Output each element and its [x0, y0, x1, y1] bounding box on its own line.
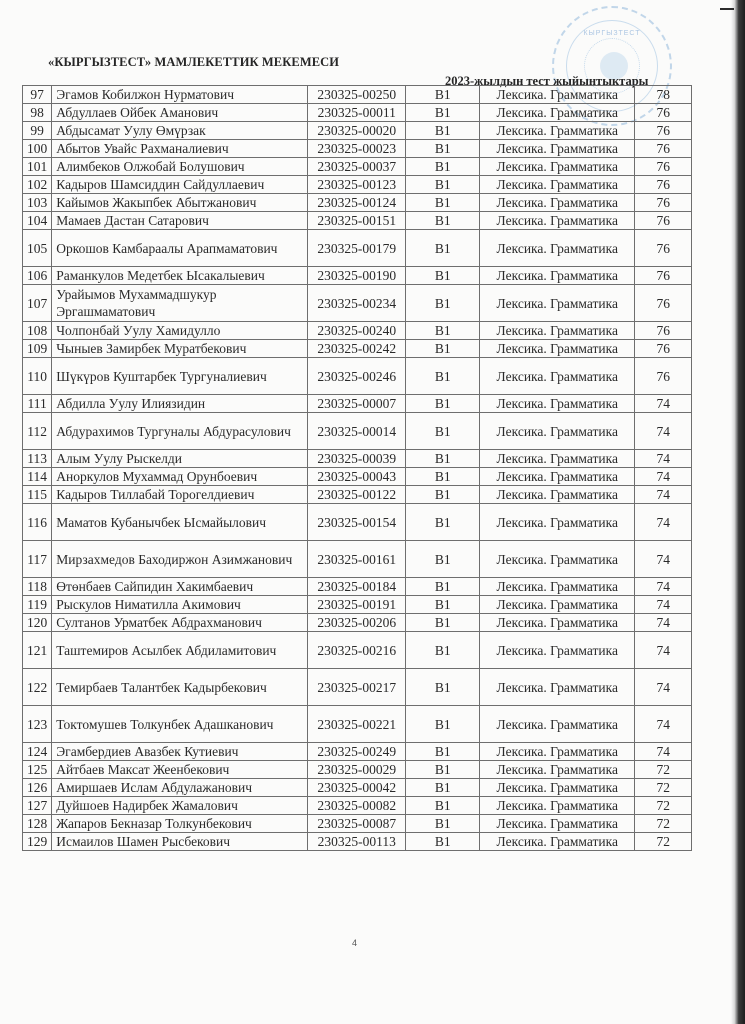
row-number-cell: 124: [23, 743, 52, 761]
table-row: [23, 413, 692, 450]
candidate-name-cell: Өтөнбаев Сайпидин Хакимбаевич: [52, 578, 308, 596]
row-number-cell: 113: [23, 450, 52, 468]
row-number-cell: 102: [23, 176, 52, 194]
test-subject-cell: Лексика. Грамматика: [480, 122, 635, 140]
test-level-cell: B1: [406, 104, 480, 122]
test-score-cell: 76: [635, 285, 692, 322]
table-row: [23, 104, 692, 122]
table-row: [23, 779, 692, 797]
results-table-body: [23, 86, 692, 851]
test-score-cell: 74: [635, 395, 692, 413]
test-score-cell: 72: [635, 797, 692, 815]
table-row: [23, 358, 692, 395]
test-level-cell: B1: [406, 140, 480, 158]
test-score-cell: 76: [635, 176, 692, 194]
scan-edge-shadow: [731, 0, 745, 1024]
test-level-cell: B1: [406, 86, 480, 104]
test-score-cell: 72: [635, 815, 692, 833]
row-number-cell: 126: [23, 779, 52, 797]
candidate-code-cell: 230325-00217: [308, 669, 406, 706]
candidate-name-cell: Аноркулов Мухаммад Орунбоевич: [52, 468, 308, 486]
test-score-cell: 74: [635, 578, 692, 596]
test-level-cell: B1: [406, 614, 480, 632]
candidate-name-cell: Шүкүров Куштарбек Тургуналиевич: [52, 358, 308, 395]
candidate-name-cell: Раманкулов Медетбек Ысакалыевич: [52, 267, 308, 285]
candidate-name-cell: Эгамбердиев Авазбек Кутиевич: [52, 743, 308, 761]
page-number: 4: [352, 938, 358, 948]
scan-corner-mark: [720, 8, 734, 10]
test-subject-cell: Лексика. Грамматика: [480, 632, 635, 669]
test-subject-cell: Лексика. Грамматика: [480, 86, 635, 104]
test-level-cell: B1: [406, 230, 480, 267]
test-score-cell: 76: [635, 230, 692, 267]
row-number-cell: 127: [23, 797, 52, 815]
candidate-code-cell: 230325-00042: [308, 779, 406, 797]
test-score-cell: 78: [635, 86, 692, 104]
test-subject-cell: Лексика. Грамматика: [480, 450, 635, 468]
test-subject-cell: Лексика. Грамматика: [480, 267, 635, 285]
test-subject-cell: Лексика. Грамматика: [480, 468, 635, 486]
test-score-cell: 76: [635, 104, 692, 122]
table-row: [23, 230, 692, 267]
organization-title: «КЫРГЫЗТЕСТ» МАМЛЕКЕТТИК МЕКЕМЕСИ: [48, 55, 340, 69]
row-number-cell: 110: [23, 358, 52, 395]
test-level-cell: B1: [406, 706, 480, 743]
candidate-code-cell: 230325-00113: [308, 833, 406, 851]
test-level-cell: B1: [406, 779, 480, 797]
table-row: [23, 212, 692, 230]
table-row: [23, 815, 692, 833]
test-score-cell: 74: [635, 706, 692, 743]
test-level-cell: B1: [406, 176, 480, 194]
row-number-cell: 99: [23, 122, 52, 140]
candidate-name-cell: Кадыров Тиллабай Торогелдиевич: [52, 486, 308, 504]
test-score-cell: 76: [635, 267, 692, 285]
candidate-code-cell: 230325-00037: [308, 158, 406, 176]
test-subject-cell: Лексика. Грамматика: [480, 779, 635, 797]
candidate-code-cell: 230325-00123: [308, 176, 406, 194]
candidate-code-cell: 230325-00242: [308, 340, 406, 358]
test-score-cell: 74: [635, 743, 692, 761]
test-level-cell: B1: [406, 743, 480, 761]
row-number-cell: 120: [23, 614, 52, 632]
test-subject-cell: Лексика. Грамматика: [480, 176, 635, 194]
test-score-cell: 74: [635, 596, 692, 614]
test-level-cell: B1: [406, 632, 480, 669]
test-score-cell: 76: [635, 140, 692, 158]
test-level-cell: B1: [406, 267, 480, 285]
test-subject-cell: Лексика. Грамматика: [480, 395, 635, 413]
row-number-cell: 101: [23, 158, 52, 176]
row-number-cell: 125: [23, 761, 52, 779]
test-level-cell: B1: [406, 596, 480, 614]
candidate-name-cell: Айтбаев Максат Жеенбекович: [52, 761, 308, 779]
test-score-cell: 74: [635, 504, 692, 541]
candidate-code-cell: 230325-00184: [308, 578, 406, 596]
candidate-code-cell: 230325-00191: [308, 596, 406, 614]
test-score-cell: 74: [635, 450, 692, 468]
table-row: [23, 140, 692, 158]
test-subject-cell: Лексика. Грамматика: [480, 833, 635, 851]
candidate-name-cell: Урайымов Мухаммадшукур Эргашмаматович: [52, 285, 308, 322]
test-subject-cell: Лексика. Грамматика: [480, 104, 635, 122]
row-number-cell: 117: [23, 541, 52, 578]
candidate-name-cell: Оркошов Камбараалы Арапмаматович: [52, 230, 308, 267]
table-row: [23, 669, 692, 706]
candidate-name-cell: Токтомушев Толкунбек Адашканович: [52, 706, 308, 743]
test-level-cell: B1: [406, 358, 480, 395]
test-subject-cell: Лексика. Грамматика: [480, 413, 635, 450]
candidate-name-cell: Мирзахмедов Баходиржон Азимжанович: [52, 541, 308, 578]
row-number-cell: 107: [23, 285, 52, 322]
candidate-name-cell: Абытов Увайс Рахманалиевич: [52, 140, 308, 158]
table-row: [23, 158, 692, 176]
test-level-cell: B1: [406, 797, 480, 815]
table-row: [23, 267, 692, 285]
candidate-name-cell: Алым Уулу Рыскелди: [52, 450, 308, 468]
test-score-cell: 76: [635, 122, 692, 140]
row-number-cell: 104: [23, 212, 52, 230]
candidate-code-cell: 230325-00179: [308, 230, 406, 267]
candidate-name-cell: Дуйшоев Надирбек Жамалович: [52, 797, 308, 815]
row-number-cell: 119: [23, 596, 52, 614]
table-row: [23, 743, 692, 761]
candidate-name-cell: Рыскулов Ниматилла Акимович: [52, 596, 308, 614]
candidate-code-cell: 230325-00029: [308, 761, 406, 779]
test-level-cell: B1: [406, 122, 480, 140]
test-score-cell: 76: [635, 212, 692, 230]
candidate-code-cell: 230325-00014: [308, 413, 406, 450]
candidate-name-cell: Чолпонбай Уулу Хамидулло: [52, 322, 308, 340]
test-level-cell: B1: [406, 468, 480, 486]
table-row: [23, 468, 692, 486]
table-row: [23, 285, 692, 322]
test-level-cell: B1: [406, 669, 480, 706]
test-level-cell: B1: [406, 322, 480, 340]
test-subject-cell: Лексика. Грамматика: [480, 541, 635, 578]
test-subject-cell: Лексика. Грамматика: [480, 743, 635, 761]
table-row: [23, 450, 692, 468]
candidate-name-cell: Абдуллаев Ойбек Аманович: [52, 104, 308, 122]
test-score-cell: 74: [635, 669, 692, 706]
table-row: [23, 614, 692, 632]
row-number-cell: 98: [23, 104, 52, 122]
candidate-name-cell: Жапаров Бекназар Толкунбекович: [52, 815, 308, 833]
row-number-cell: 118: [23, 578, 52, 596]
candidate-name-cell: Алимбеков Олжобай Болушович: [52, 158, 308, 176]
test-subject-cell: Лексика. Грамматика: [480, 285, 635, 322]
row-number-cell: 123: [23, 706, 52, 743]
test-subject-cell: Лексика. Грамматика: [480, 504, 635, 541]
candidate-code-cell: 230325-00122: [308, 486, 406, 504]
candidate-code-cell: 230325-00161: [308, 541, 406, 578]
test-level-cell: B1: [406, 450, 480, 468]
candidate-name-cell: Таштемиров Асылбек Абдиламитович: [52, 632, 308, 669]
candidate-code-cell: 230325-00206: [308, 614, 406, 632]
row-number-cell: 103: [23, 194, 52, 212]
candidate-name-cell: Абдилла Уулу Илиязидин: [52, 395, 308, 413]
test-score-cell: 74: [635, 632, 692, 669]
candidate-code-cell: 230325-00249: [308, 743, 406, 761]
test-subject-cell: Лексика. Грамматика: [480, 596, 635, 614]
test-level-cell: B1: [406, 194, 480, 212]
test-score-cell: 76: [635, 358, 692, 395]
row-number-cell: 97: [23, 86, 52, 104]
test-score-cell: 72: [635, 761, 692, 779]
candidate-code-cell: 230325-00154: [308, 504, 406, 541]
row-number-cell: 121: [23, 632, 52, 669]
candidate-code-cell: 230325-00190: [308, 267, 406, 285]
candidate-code-cell: 230325-00023: [308, 140, 406, 158]
candidate-name-cell: Абдурахимов Тургуналы Абдурасулович: [52, 413, 308, 450]
test-level-cell: B1: [406, 285, 480, 322]
candidate-code-cell: 230325-00087: [308, 815, 406, 833]
test-score-cell: 74: [635, 413, 692, 450]
candidate-code-cell: 230325-00039: [308, 450, 406, 468]
test-score-cell: 72: [635, 779, 692, 797]
row-number-cell: 112: [23, 413, 52, 450]
table-row: [23, 340, 692, 358]
row-number-cell: 114: [23, 468, 52, 486]
test-subject-cell: Лексика. Грамматика: [480, 669, 635, 706]
test-subject-cell: Лексика. Грамматика: [480, 797, 635, 815]
test-score-cell: 76: [635, 340, 692, 358]
table-row: [23, 86, 692, 104]
test-level-cell: B1: [406, 504, 480, 541]
results-subtitle: 2023-жылдын тест жыйынтыктары: [445, 74, 649, 88]
candidate-name-cell: Кайымов Жакыпбек Абытжанович: [52, 194, 308, 212]
candidate-code-cell: 230325-00043: [308, 468, 406, 486]
table-row: [23, 395, 692, 413]
candidate-name-cell: Чыныев Замирбек Муратбекович: [52, 340, 308, 358]
test-subject-cell: Лексика. Грамматика: [480, 230, 635, 267]
table-row: [23, 578, 692, 596]
table-row: [23, 706, 692, 743]
row-number-cell: 115: [23, 486, 52, 504]
test-score-cell: 72: [635, 833, 692, 851]
row-number-cell: 100: [23, 140, 52, 158]
test-level-cell: B1: [406, 486, 480, 504]
row-number-cell: 106: [23, 267, 52, 285]
test-score-cell: 76: [635, 158, 692, 176]
test-level-cell: B1: [406, 158, 480, 176]
test-subject-cell: Лексика. Грамматика: [480, 578, 635, 596]
test-subject-cell: Лексика. Грамматика: [480, 140, 635, 158]
test-level-cell: B1: [406, 815, 480, 833]
table-row: [23, 541, 692, 578]
test-score-cell: 76: [635, 194, 692, 212]
test-subject-cell: Лексика. Грамматика: [480, 358, 635, 395]
table-row: [23, 761, 692, 779]
candidate-code-cell: 230325-00216: [308, 632, 406, 669]
table-row: [23, 632, 692, 669]
test-score-cell: 74: [635, 614, 692, 632]
test-subject-cell: Лексика. Грамматика: [480, 194, 635, 212]
row-number-cell: 122: [23, 669, 52, 706]
candidate-name-cell: Абдысамат Уулу Өмүрзак: [52, 122, 308, 140]
table-row: [23, 596, 692, 614]
table-row: [23, 194, 692, 212]
candidate-code-cell: 230325-00124: [308, 194, 406, 212]
candidate-code-cell: 230325-00151: [308, 212, 406, 230]
candidate-name-cell: Мамаев Дастан Сатарович: [52, 212, 308, 230]
candidate-code-cell: 230325-00250: [308, 86, 406, 104]
candidate-name-cell: Маматов Кубанычбек Ысмайылович: [52, 504, 308, 541]
test-level-cell: B1: [406, 413, 480, 450]
test-subject-cell: Лексика. Грамматика: [480, 486, 635, 504]
test-subject-cell: Лексика. Грамматика: [480, 212, 635, 230]
candidate-code-cell: 230325-00221: [308, 706, 406, 743]
table-row: [23, 797, 692, 815]
test-subject-cell: Лексика. Грамматика: [480, 340, 635, 358]
table-row: [23, 322, 692, 340]
test-subject-cell: Лексика. Грамматика: [480, 815, 635, 833]
test-score-cell: 74: [635, 486, 692, 504]
row-number-cell: 129: [23, 833, 52, 851]
table-row: [23, 122, 692, 140]
test-level-cell: B1: [406, 833, 480, 851]
stamp-text: КЫРГЫЗТЕСТ: [583, 30, 641, 37]
test-level-cell: B1: [406, 541, 480, 578]
row-number-cell: 111: [23, 395, 52, 413]
row-number-cell: 128: [23, 815, 52, 833]
candidate-code-cell: 230325-00234: [308, 285, 406, 322]
candidate-code-cell: 230325-00007: [308, 395, 406, 413]
test-level-cell: B1: [406, 578, 480, 596]
candidate-code-cell: 230325-00020: [308, 122, 406, 140]
row-number-cell: 105: [23, 230, 52, 267]
test-level-cell: B1: [406, 395, 480, 413]
candidate-code-cell: 230325-00240: [308, 322, 406, 340]
candidate-name-cell: Кадыров Шамсиддин Сайдуллаевич: [52, 176, 308, 194]
test-subject-cell: Лексика. Грамматика: [480, 158, 635, 176]
test-subject-cell: Лексика. Грамматика: [480, 761, 635, 779]
candidate-code-cell: 230325-00011: [308, 104, 406, 122]
test-score-cell: 74: [635, 541, 692, 578]
test-subject-cell: Лексика. Грамматика: [480, 614, 635, 632]
row-number-cell: 109: [23, 340, 52, 358]
table-row: [23, 833, 692, 851]
test-level-cell: B1: [406, 340, 480, 358]
test-level-cell: B1: [406, 212, 480, 230]
test-subject-cell: Лексика. Грамматика: [480, 322, 635, 340]
row-number-cell: 108: [23, 322, 52, 340]
test-subject-cell: Лексика. Грамматика: [480, 706, 635, 743]
candidate-name-cell: Эгамов Кобилжон Нурматович: [52, 86, 308, 104]
candidate-name-cell: Амиршаев Ислам Абдулажанович: [52, 779, 308, 797]
candidate-name-cell: Исмаилов Шамен Рысбекович: [52, 833, 308, 851]
test-score-cell: 76: [635, 322, 692, 340]
test-level-cell: B1: [406, 761, 480, 779]
table-row: [23, 486, 692, 504]
candidate-name-cell: Темирбаев Талантбек Кадырбекович: [52, 669, 308, 706]
table-row: [23, 176, 692, 194]
test-score-cell: 74: [635, 468, 692, 486]
results-table: [22, 85, 692, 851]
candidate-code-cell: 230325-00082: [308, 797, 406, 815]
row-number-cell: 116: [23, 504, 52, 541]
candidate-code-cell: 230325-00246: [308, 358, 406, 395]
table-row: [23, 504, 692, 541]
candidate-name-cell: Султанов Урматбек Абдрахманович: [52, 614, 308, 632]
